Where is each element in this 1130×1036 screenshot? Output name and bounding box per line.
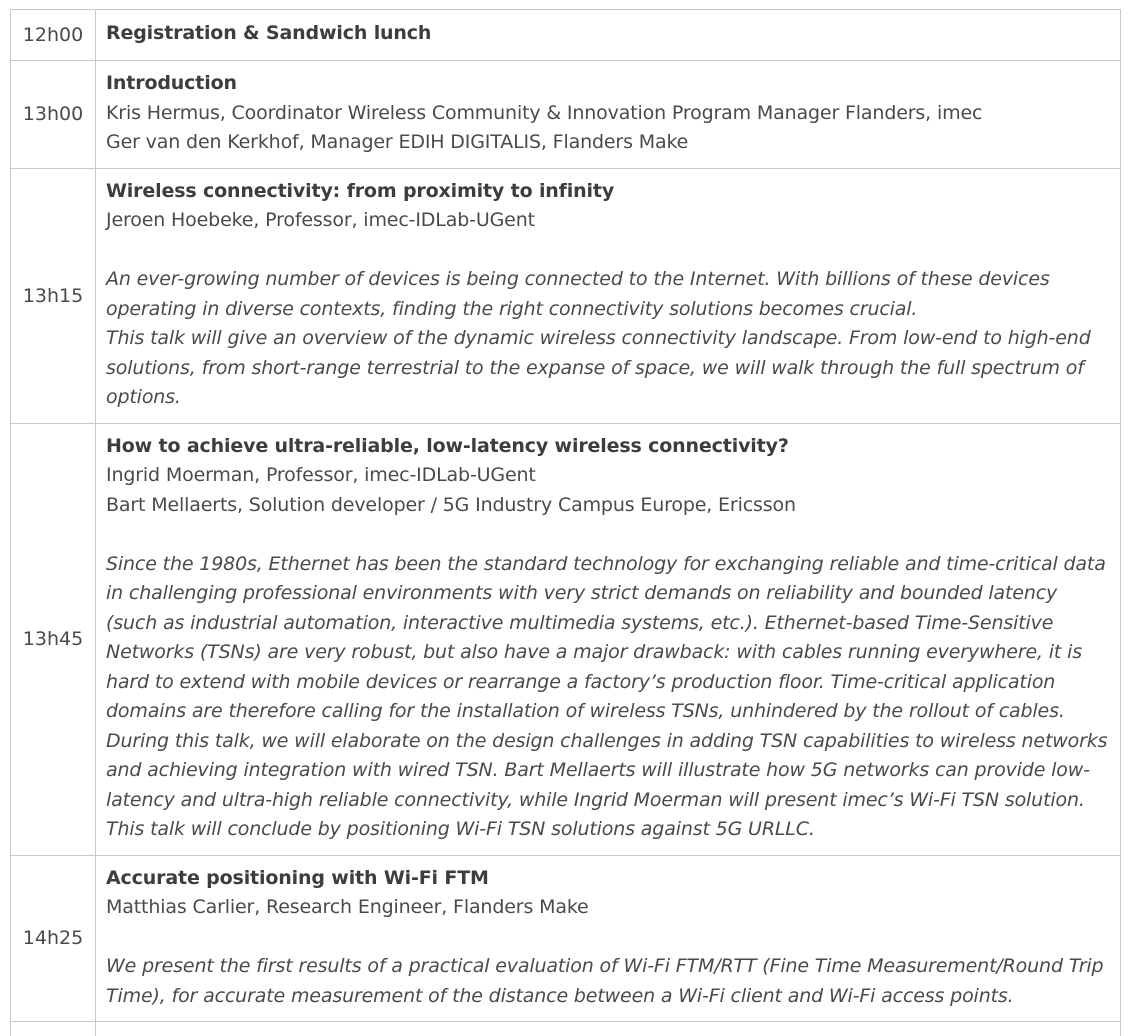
speaker: Ger van den Kerkhof, Manager EDIH DIGITALIS, Flanders Make — [106, 131, 689, 153]
time-cell — [11, 1022, 96, 1036]
session-title: Accurate positioning with Wi-Fi FTM — [106, 866, 489, 889]
time-cell: 13h00 — [11, 61, 96, 169]
time-cell: 13h15 — [11, 168, 96, 423]
speaker: Bart Mellaerts, Solution developer / 5G Industry Campus Europe, Ericsson — [106, 493, 796, 516]
speaker: Jeroen Hoebeke, Professor, imec-IDLab-UGent — [106, 209, 535, 231]
speaker: Kris Hermus, Coordinator Wireless Community & Innovation Program Manager Flanders, imec — [106, 101, 983, 124]
agenda-row — [11, 855, 1121, 1022]
time-cell: 14h25 — [11, 855, 96, 1022]
time-cell: 13h45 — [11, 423, 96, 855]
agenda-table — [10, 9, 1121, 1036]
agenda-row — [11, 168, 1121, 423]
session-title: How to achieve ultra-reliable, low-latency wireless connectivity? — [106, 434, 789, 457]
agenda-row — [11, 10, 1121, 61]
session-abstract — [106, 265, 1110, 413]
session-cell — [96, 855, 1121, 1022]
time-cell: 12h00 — [11, 10, 96, 61]
speaker: Matthias Carlier, Research Engineer, Flanders Make — [106, 896, 589, 918]
session-cell — [96, 423, 1121, 855]
abstract-paragraph: This talk will give an overview of the dynamic wireless connectivity landscape. From low-end to high-end solutions, from short-range terrestrial to the expanse of space, we will walk through the full spectrum of options. — [106, 327, 1091, 408]
session-abstract — [106, 952, 1110, 1011]
session-title: Introduction — [106, 72, 237, 94]
session-cell — [96, 168, 1121, 423]
abstract-paragraph: Since the 1980s, Ethernet has been the standard technology for exchanging reliable and time-critical data in challenging professional environments with very strict demands on reliability and bounded latency (such as industrial automation, interactive multimedia systems, etc.). Ethernet-based Time-Sensitive Networks (TSNs) are very robust, but also have a major drawback: with cables running everywhere, it is hard to extend with mobile devices or rearrange a factory’s production floor. Time-critical application domains are therefore calling for the installation of wireless TSNs, unhindered by the rollout of cables. During this talk, we will elaborate on the design challenges in adding TSN capabilities to wireless networks and achieving integration with wired TSN. Bart Mellaerts will illustrate how 5G networks can provide low-latency and ultra-high reliable connectivity, while Ingrid Moerman will present imec’s Wi-Fi TSN solution. This talk will conclude by positioning Wi-Fi TSN solutions against 5G URLLC. — [106, 552, 1108, 840]
agenda-row — [11, 61, 1121, 169]
session-cell — [96, 1022, 1121, 1036]
session-title: Wireless connectivity: from proximity to infinity — [106, 179, 615, 202]
session-cell — [96, 61, 1121, 169]
agenda-row — [11, 1022, 1121, 1036]
session-abstract — [106, 550, 1110, 845]
agenda-row — [11, 423, 1121, 855]
abstract-paragraph: We present the first results of a practical evaluation of Wi-Fi FTM/RTT (Fine Time Measurement/Round Trip Time), for accurate measurement of the distance between a Wi-Fi client and Wi-Fi access points. — [106, 955, 1104, 1007]
abstract-paragraph: An ever-growing number of devices is being connected to the Internet. With billions of these devices operating in diverse contexts, finding the right connectivity solutions becomes crucial. — [106, 268, 1050, 320]
session-cell — [96, 10, 1121, 61]
session-title: Registration & Sandwich lunch — [106, 22, 432, 45]
speaker: Ingrid Moerman, Professor, imec-IDLab-UGent — [106, 464, 536, 486]
